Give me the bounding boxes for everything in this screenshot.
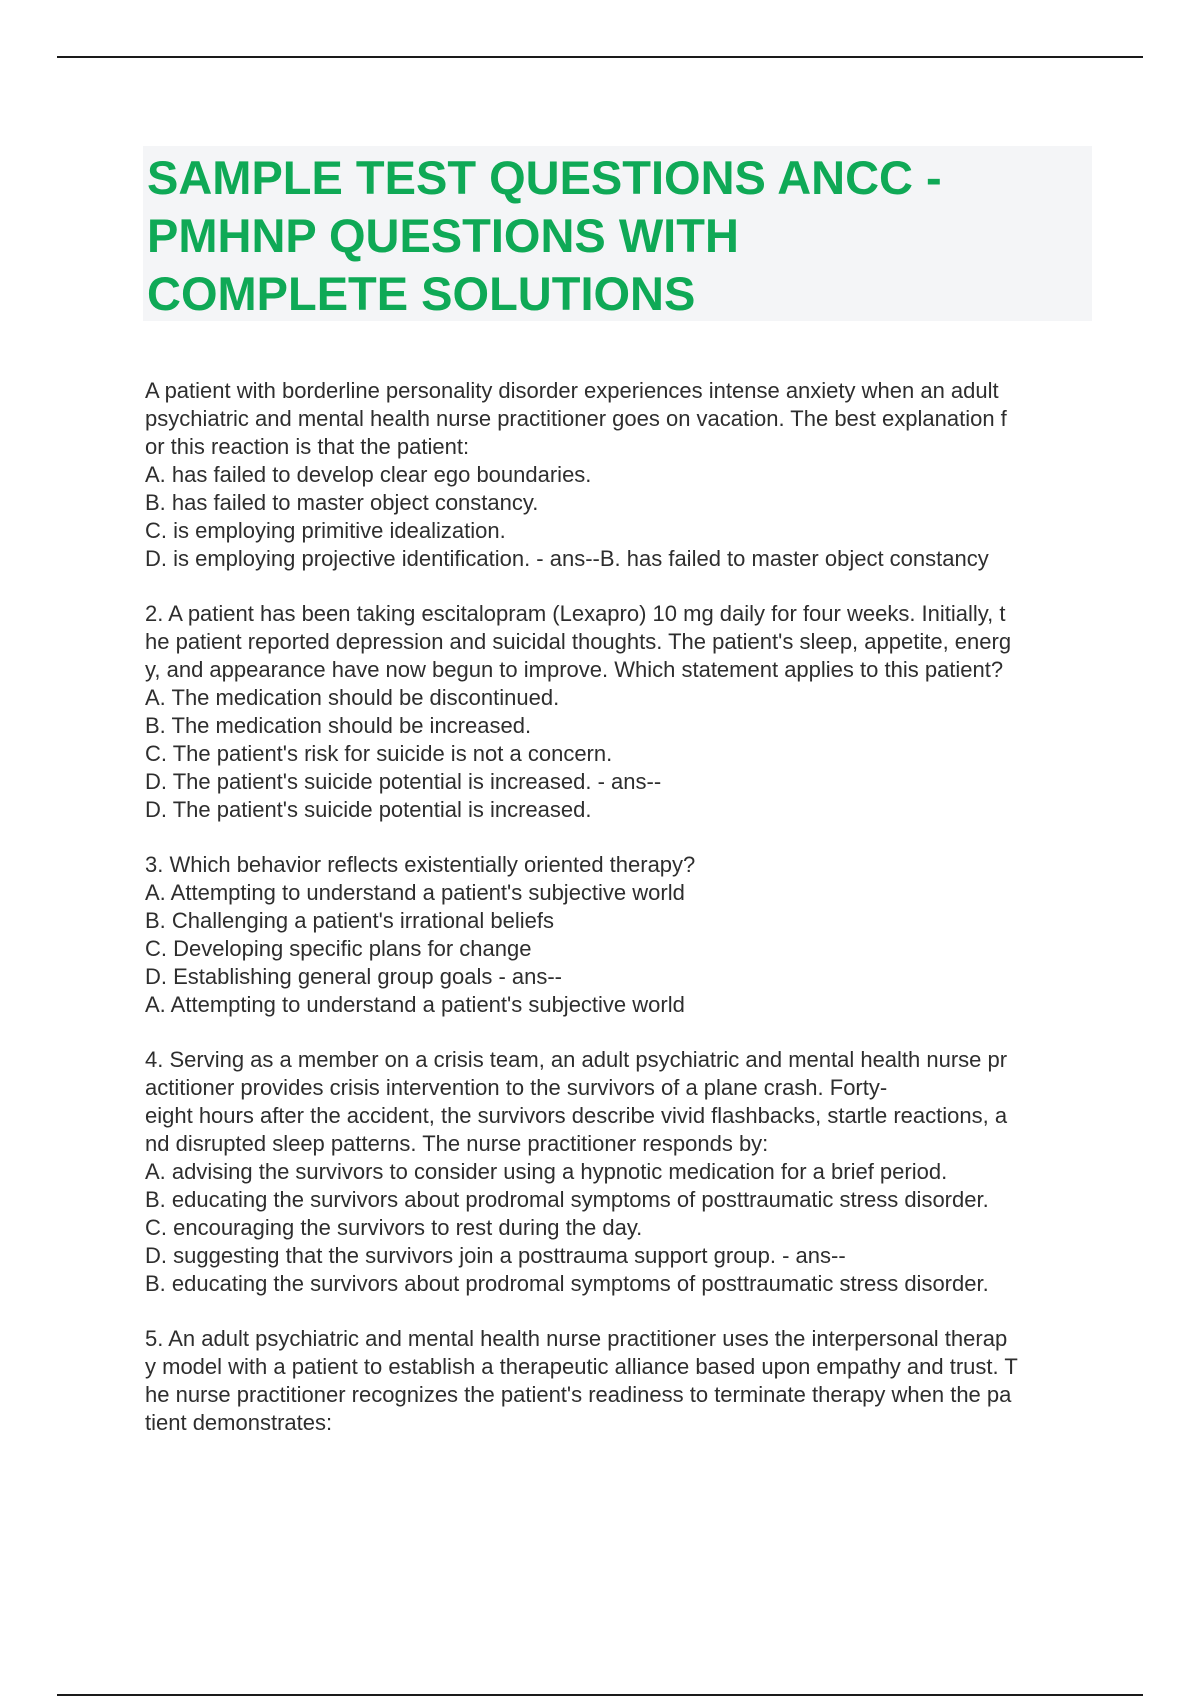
question-text: actitioner provides crisis intervention to the survivors of a plane crash. Forty- (145, 1075, 888, 1100)
question-text: or this reaction is that the patient: (145, 434, 470, 459)
question-text: eight hours after the accident, the survivors describe vivid flashbacks, startle reactions, a (145, 1103, 1008, 1128)
question-text: y, and appearance have now begun to improve. Which statement applies to this patient? (145, 657, 1004, 682)
question-text: 5. An adult psychiatric and mental health nurse practitioner uses the interpersonal therap (145, 1326, 1008, 1351)
question-text: psychiatric and mental health nurse practitioner goes on vacation. The best explanation f (145, 406, 1007, 431)
title-line: SAMPLE TEST QUESTIONS ANCC - (147, 151, 942, 204)
footer-rule (57, 1694, 1143, 1696)
answer-option: B. educating the survivors about prodromal symptoms of posttraumatic stress disorder. (145, 1187, 989, 1212)
question-5 (145, 1325, 1095, 1437)
answer-option: C. The patient's risk for suicide is not a concern. (145, 741, 613, 766)
header-rule (57, 56, 1143, 58)
question-text: nd disrupted sleep patterns. The nurse practitioner responds by: (145, 1131, 769, 1156)
question-text: he nurse practitioner recognizes the patient's readiness to terminate therapy when the pa (145, 1382, 1012, 1407)
answer-option: D. suggesting that the survivors join a posttrauma support group. - ans-- (145, 1243, 846, 1268)
question-text: tient demonstrates: (145, 1410, 333, 1435)
answer-option: C. is employing primitive idealization. (145, 518, 506, 543)
answer-option-with-solution: D. is employing projective identification. - ans--B. has failed to master object constancy (145, 546, 989, 571)
solution: A. Attempting to understand a patient's subjective world (145, 992, 685, 1017)
answer-option: D. Establishing general group goals - ans-- (145, 964, 563, 989)
question-text: A patient with borderline personality disorder experiences intense anxiety when an adult (145, 378, 999, 403)
question-text: 2. A patient has been taking escitalopram (Lexapro) 10 mg daily for four weeks. Initially, t (145, 601, 1006, 626)
answer-option: A. has failed to develop clear ego boundaries. (145, 462, 592, 487)
answer-option: B. The medication should be increased. (145, 713, 532, 738)
question-text: 4. Serving as a member on a crisis team, an adult psychiatric and mental health nurse pr (145, 1047, 1008, 1072)
solution: D. The patient's suicide potential is increased. (145, 797, 592, 822)
question-2 (145, 600, 1095, 824)
document-title (143, 146, 1092, 321)
answer-option: A. The medication should be discontinued. (145, 685, 560, 710)
answer-option: B. Challenging a patient's irrational beliefs (145, 908, 554, 933)
answer-option: A. advising the survivors to consider using a hypnotic medication for a brief period. (145, 1159, 948, 1184)
question-text: y model with a patient to establish a therapeutic alliance based upon empathy and trust. T (145, 1354, 1018, 1379)
question-text: 3. Which behavior reflects existentially oriented therapy? (145, 852, 696, 877)
answer-option: D. The patient's suicide potential is increased. - ans-- (145, 769, 662, 794)
solution: B. educating the survivors about prodromal symptoms of posttraumatic stress disorder. (145, 1271, 989, 1296)
question-1 (145, 377, 1095, 573)
title-line: COMPLETE SOLUTIONS (147, 267, 696, 320)
question-4 (145, 1046, 1095, 1298)
answer-option: B. has failed to master object constancy. (145, 490, 539, 515)
question-list (145, 377, 1095, 1464)
answer-option: C. Developing specific plans for change (145, 936, 532, 961)
title-line: PMHNP QUESTIONS WITH (147, 209, 739, 262)
answer-option: C. encouraging the survivors to rest during the day. (145, 1215, 643, 1240)
answer-option: A. Attempting to understand a patient's subjective world (145, 880, 685, 905)
question-text: he patient reported depression and suicidal thoughts. The patient's sleep, appetite, energ (145, 629, 1012, 654)
question-3 (145, 851, 1095, 1019)
